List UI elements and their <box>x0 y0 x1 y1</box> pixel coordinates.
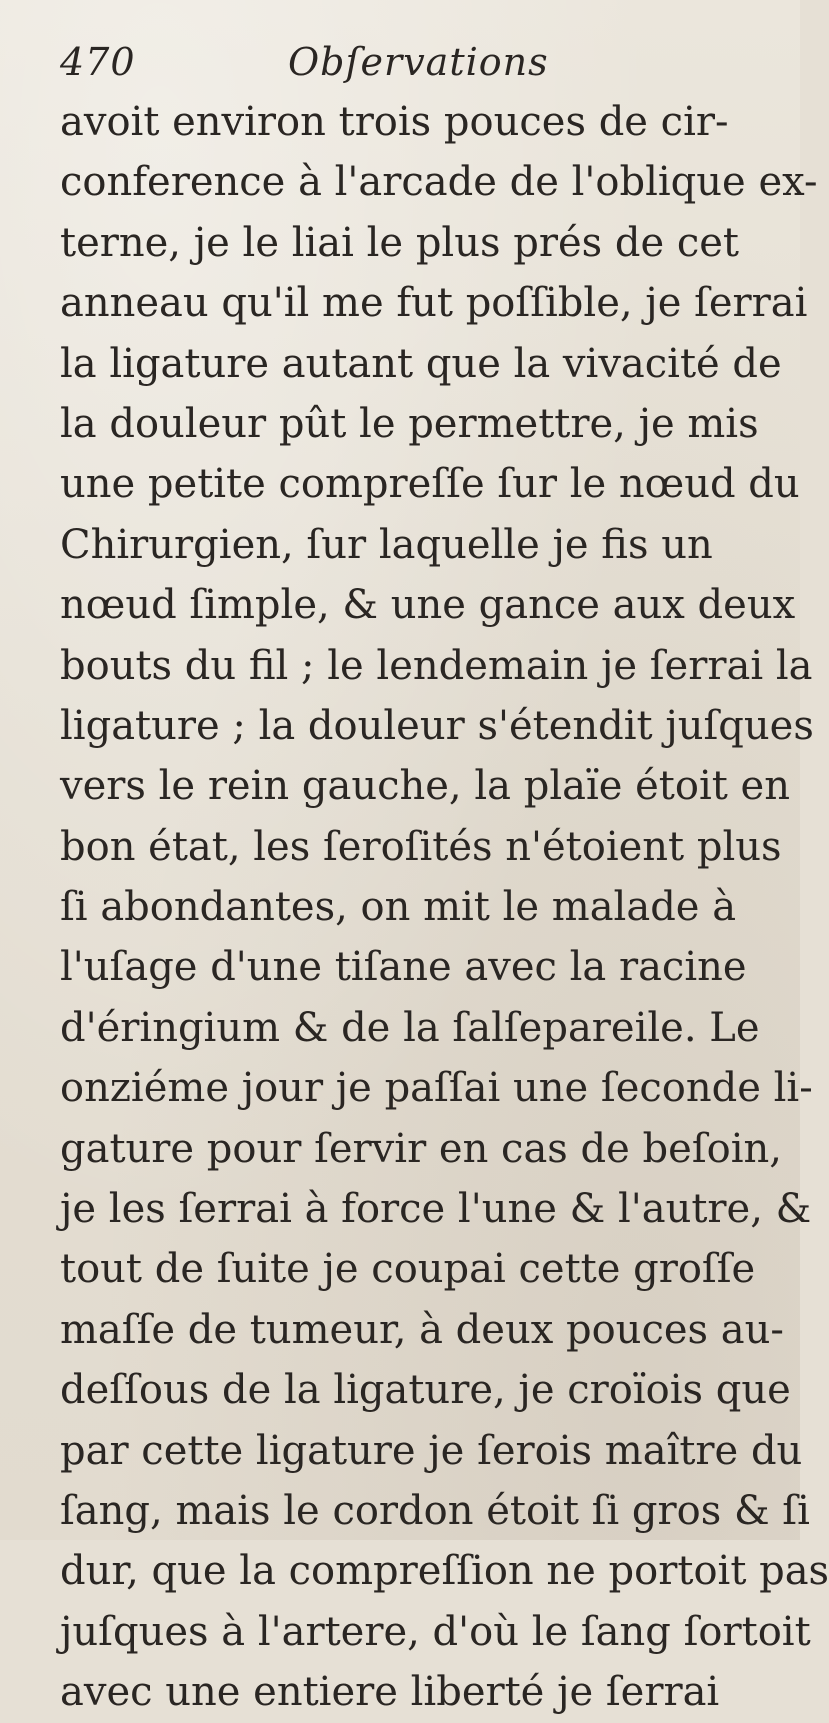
page-number: 470 <box>60 40 136 84</box>
running-title: Obſervations <box>288 40 549 84</box>
text-line: d'éringium & de la ſalſepareile. Le <box>60 1004 760 1051</box>
text-line: bon état, les ſeroſités n'étoient plus <box>60 823 782 870</box>
text-line: maſſe de tumeur, à deux pouces au- <box>60 1306 784 1353</box>
text-line: nœud ſimple, & une gance aux deux <box>60 582 796 629</box>
text-line: ſi abondantes, on mit le malade à <box>60 884 737 931</box>
text-line: ligature ; la douleur s'étendit juſques <box>60 702 814 749</box>
text-line: terne, je le liai le plus prés de cet <box>60 219 740 266</box>
text-line: Chirurgien, ſur laquelle je fis un <box>60 521 713 568</box>
text-line: avec une entiere liberté je ſerrai <box>60 1669 720 1716</box>
text-line: une petite compreſſe ſur le nœud du <box>60 461 800 508</box>
text-line: la douleur pût le permettre, je mis <box>60 400 759 447</box>
text-line: la ligature autant que la vivacité de <box>60 340 782 387</box>
text-line: gature pour ſervir en cas de beſoin, <box>60 1125 782 1172</box>
text-line: l'uſage d'une tiſane avec la racine <box>60 944 747 991</box>
text-line: bouts du fil ; le lendemain je ſerrai la <box>60 642 813 689</box>
text-line: je les ſerrai à force l'une & l'autre, & <box>60 1186 812 1233</box>
text-line: tout de ſuite je coupai cette groſſe <box>60 1246 756 1293</box>
text-line: dur, que la compreſſion ne portoit pas <box>60 1548 829 1595</box>
text-line: par cette ligature je ſerois maître du <box>60 1427 803 1474</box>
text-line: deſſous de la ligature, je croïois que <box>60 1367 791 1414</box>
text-line: anneau qu'il me fut poſſible, je ſerrai <box>60 280 808 327</box>
text-line: onziéme jour je paſſai une ſeconde li- <box>60 1065 813 1112</box>
text-line: avoit environ trois pouces de cir- <box>60 99 729 145</box>
body-text <box>60 92 829 1723</box>
text-line: ſang, mais le cordon étoit ſi gros & ſi <box>60 1487 810 1534</box>
text-line: vers le rein gauche, la plaïe étoit en <box>60 763 790 810</box>
text-line: juſques à l'artere, d'où le ſang ſortoit <box>60 1608 811 1655</box>
text-line: conference à l'arcade de l'oblique ex- <box>60 159 818 206</box>
page-header <box>60 40 740 90</box>
